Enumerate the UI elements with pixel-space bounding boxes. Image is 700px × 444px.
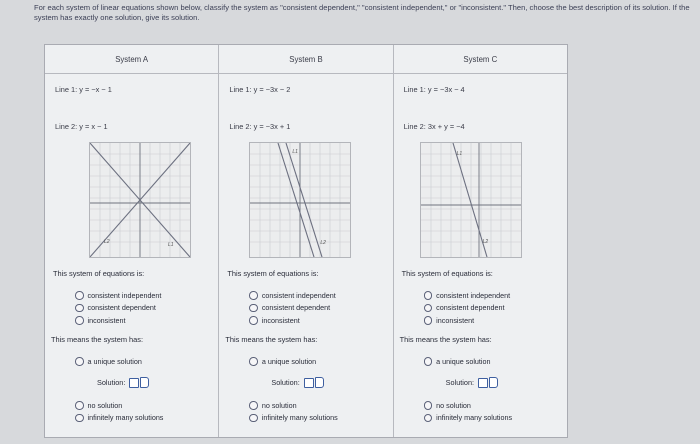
instructions: For each system of linear equations shown below, classify the system as "consistent dependent," "consistent independent," or "inconsistent." Then, choose the best description of its solution. If the system has exactly one solution, give its solution.	[34, 3, 690, 22]
system-c-header: System C	[394, 45, 567, 74]
system-c-column	[394, 45, 567, 437]
system-a-option-consistent-dependent[interactable]: consistent dependent	[75, 302, 161, 315]
radio-icon[interactable]	[75, 316, 84, 325]
system-b-classify-question: This system of equations is:	[227, 269, 319, 278]
systems-table	[44, 44, 568, 438]
system-c-option-unique[interactable]: a unique solution	[424, 355, 491, 368]
system-a-other-options	[75, 399, 163, 424]
system-b-means-question: This means the system has:	[225, 335, 318, 344]
radio-icon[interactable]	[75, 414, 84, 423]
system-a-option-no-solution[interactable]: no solution	[75, 399, 163, 412]
system-b-graph-label-l2: L2	[320, 240, 326, 246]
system-b-option-consistent-independent[interactable]: consistent independent	[249, 289, 335, 302]
radio-icon[interactable]	[75, 304, 84, 313]
system-a-classify-options	[75, 289, 161, 327]
solution-input-y[interactable]	[315, 377, 324, 388]
system-b-option-inconsistent[interactable]: inconsistent	[249, 314, 335, 327]
system-b-header: System B	[219, 45, 392, 74]
radio-icon[interactable]	[424, 316, 433, 325]
system-c-means-question: This means the system has:	[399, 335, 492, 344]
solution-input-x[interactable]	[304, 378, 314, 388]
system-b-option-unique[interactable]: a unique solution	[249, 355, 316, 368]
radio-icon[interactable]	[249, 291, 258, 300]
solution-input-x[interactable]	[129, 378, 139, 388]
system-c-graph-label-l2: L2	[482, 239, 489, 245]
system-c-option-consistent-independent[interactable]: consistent independent	[424, 289, 510, 302]
solution-input-y[interactable]	[489, 377, 498, 388]
system-a-option-infinitely-many[interactable]: infinitely many solutions	[75, 412, 163, 425]
radio-icon[interactable]	[249, 316, 258, 325]
system-c-classify-question: This system of equations is:	[401, 269, 493, 278]
system-a-line2: Line 2: y = x − 1	[55, 122, 108, 131]
system-a-classify-question: This system of equations is:	[53, 269, 145, 278]
radio-icon[interactable]	[249, 304, 258, 313]
system-a-graph	[89, 142, 191, 258]
system-a-option-unique[interactable]: a unique solution	[75, 355, 142, 368]
system-b-graph-label-l1: L1	[292, 149, 298, 155]
system-c-graph	[420, 142, 522, 258]
solution-input-y[interactable]	[140, 377, 149, 388]
system-b-line1: Line 1: y = −3x − 2	[229, 85, 291, 94]
system-a-header: System A	[45, 45, 218, 74]
system-c-solution-label: Solution:	[445, 378, 475, 387]
system-c-line1: Line 1: y = −3x − 4	[403, 85, 465, 94]
system-c-graph-label-l1: L1	[456, 151, 463, 157]
radio-icon[interactable]	[424, 414, 433, 423]
system-a-option-inconsistent[interactable]: inconsistent	[75, 314, 161, 327]
system-b-solution	[271, 377, 323, 388]
system-c-classify-options	[424, 289, 510, 327]
system-a-option-consistent-independent[interactable]: consistent independent	[75, 289, 161, 302]
radio-icon[interactable]	[249, 357, 258, 366]
system-b-solution-label: Solution:	[271, 378, 300, 387]
system-c-option-infinitely-many[interactable]: infinitely many solutions	[424, 412, 512, 425]
radio-icon[interactable]	[249, 401, 258, 410]
system-c-line2: Line 2: 3x + y = −4	[403, 122, 465, 131]
radio-icon[interactable]	[424, 291, 433, 300]
system-c-option-no-solution[interactable]: no solution	[424, 399, 512, 412]
system-a-column	[45, 45, 219, 437]
radio-icon[interactable]	[75, 357, 84, 366]
system-b-column	[219, 45, 393, 437]
radio-icon[interactable]	[75, 401, 84, 410]
solution-input-x[interactable]	[478, 378, 488, 388]
system-b-option-consistent-dependent[interactable]: consistent dependent	[249, 302, 335, 315]
system-a-graph-label-l2: L2	[104, 239, 110, 245]
system-c-other-options	[424, 399, 512, 424]
radio-icon[interactable]	[424, 401, 433, 410]
system-c-solution	[446, 377, 498, 388]
system-c-option-consistent-dependent[interactable]: consistent dependent	[424, 302, 510, 315]
system-b-line2: Line 2: y = −3x + 1	[229, 122, 291, 131]
system-a-solution-label: Solution:	[97, 378, 126, 387]
system-b-option-no-solution[interactable]: no solution	[249, 399, 337, 412]
system-a-graph-label-l1: L1	[168, 242, 174, 248]
radio-icon[interactable]	[75, 291, 84, 300]
radio-icon[interactable]	[249, 414, 258, 423]
system-b-graph	[249, 142, 351, 258]
system-c-option-inconsistent[interactable]: inconsistent	[424, 314, 510, 327]
system-a-solution	[97, 377, 149, 388]
system-a-means-question: This means the system has:	[51, 335, 144, 344]
system-a-line1: Line 1: y = −x − 1	[55, 85, 112, 94]
system-b-classify-options	[249, 289, 335, 327]
system-b-option-infinitely-many[interactable]: infinitely many solutions	[249, 412, 337, 425]
radio-icon[interactable]	[424, 304, 433, 313]
radio-icon[interactable]	[424, 357, 433, 366]
system-b-other-options	[249, 399, 337, 424]
